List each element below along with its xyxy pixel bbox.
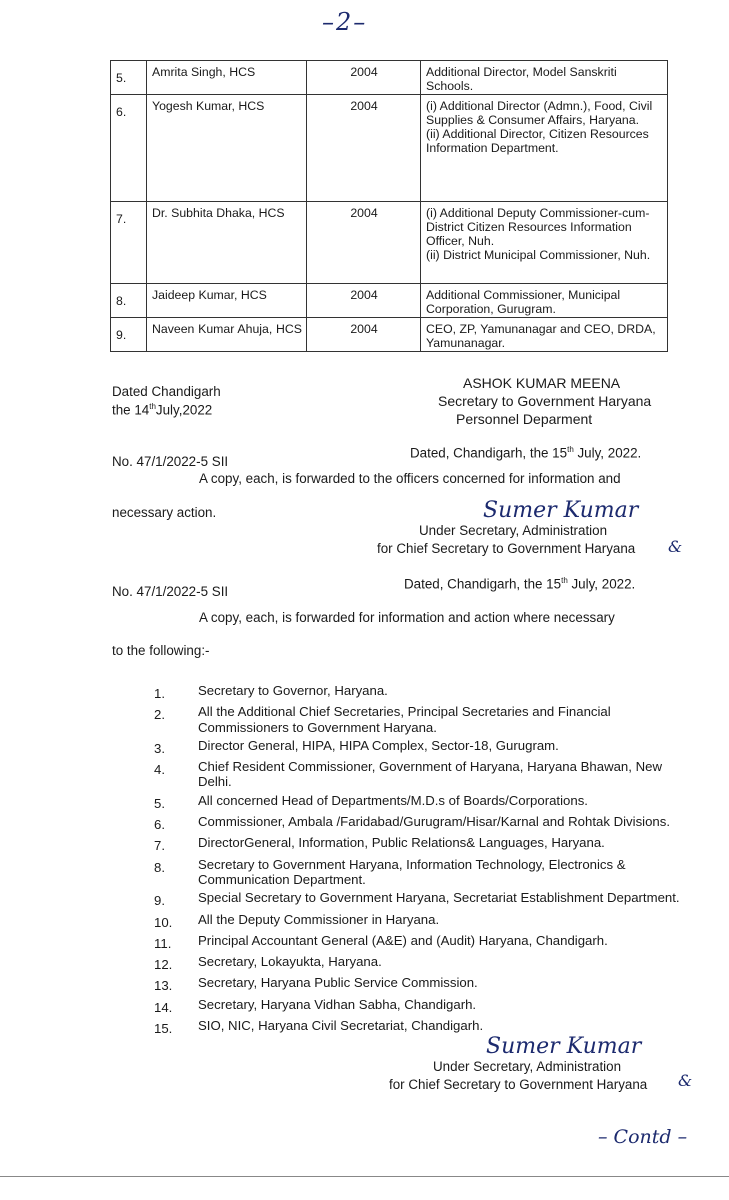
batch-year: 2004 (307, 95, 421, 202)
list-text: Secretary, Haryana Vidhan Sabha, Chandigarh. (198, 996, 477, 1012)
serial-number: 9. (111, 318, 147, 352)
signature: Sumer Kumar (483, 498, 639, 523)
list-item (154, 890, 684, 908)
serial-number: 5. (111, 61, 147, 95)
memo-text: A copy, each, is forwarded for information and action where necessary (199, 610, 615, 625)
table-row (111, 61, 668, 95)
list-number: 3. (154, 740, 165, 756)
signature: Sumer Kumar (486, 1034, 642, 1059)
list-number: 4. (154, 762, 165, 778)
officer-name: Naveen Kumar Ahuja, HCS (147, 318, 307, 352)
sign-title: Under Secretary, Administration (419, 523, 608, 538)
memo-number: No. 47/1/2022-5 SII (112, 584, 229, 599)
memo-date: Dated, Chandigarh, the 15th July, 2022. (410, 445, 642, 461)
table-row (111, 284, 668, 318)
posting: Additional Director, Model Sanskriti Schools. (421, 61, 668, 95)
officer-name: Yogesh Kumar, HCS (147, 95, 307, 202)
list-item (154, 835, 684, 853)
batch-year: 2004 (307, 284, 421, 318)
posting: CEO, ZP, Yamunanagar and CEO, DRDA, Yamunanagar. (421, 318, 668, 352)
batch-year: 2004 (307, 202, 421, 284)
list-number: 15. (154, 1021, 173, 1037)
list-number: 9. (154, 893, 165, 909)
batch-year: 2004 (307, 61, 421, 95)
signatory-title: Secretary to Government Haryana (438, 393, 652, 409)
posting: (i) Additional Deputy Commissioner-cum-District Citizen Resources Information Officer, Nuh. (ii) District Municipal Commissioner, Nuh. (421, 202, 668, 284)
list-number: 1. (154, 686, 165, 701)
table-row (111, 202, 668, 284)
officer-name: Dr. Subhita Dhaka, HCS (147, 202, 307, 284)
list-text: Director General, HIPA, HIPA Complex, Sector-18, Gurugram. (198, 737, 559, 753)
memo-text: necessary action. (112, 505, 217, 520)
page-divider (0, 1176, 729, 1177)
posting: (i) Additional Director (Admn.), Food, Civil Supplies & Consumer Affairs, Haryana. (ii) Additional Director, Citizen Resources Information Department. (421, 95, 668, 202)
dated-place: Dated Chandigarh (112, 384, 221, 399)
batch-year: 2004 (307, 318, 421, 352)
list-item (154, 857, 684, 888)
officer-name: Jaideep Kumar, HCS (147, 284, 307, 318)
table-row (111, 95, 668, 202)
list-text: All the Additional Chief Secretaries, Principal Secretaries and Financial Commissioners to Government Haryana. (198, 704, 611, 735)
memo-text: to the following:- (112, 643, 210, 658)
list-number: 8. (154, 859, 165, 875)
page-number: –2– (322, 8, 368, 36)
sign-title: Under Secretary, Administration (433, 1059, 622, 1074)
list-item (154, 759, 684, 790)
initials-mark: & (668, 537, 683, 556)
officer-name: Amrita Singh, HCS (147, 61, 307, 95)
list-item (154, 683, 684, 701)
list-text: Secretary to Government Haryana, Information Technology, Electronics & Communication Department. (198, 856, 626, 887)
list-text: Chief Resident Commissioner, Government of Haryana, Haryana Bhawan, New Delhi. (198, 759, 662, 790)
list-item (154, 793, 684, 811)
list-item (154, 738, 684, 756)
list-number: 2. (154, 707, 165, 723)
dated-date: the 14thJuly,2022 (112, 402, 213, 418)
signatory-name: ASHOK KUMAR MEENA (463, 375, 621, 391)
serial-number: 6. (111, 95, 147, 202)
officers-table (110, 60, 668, 352)
list-text: Secretary to Governor, Haryana. (198, 683, 388, 698)
list-item (154, 814, 684, 832)
list-number: 5. (154, 795, 165, 811)
distribution-list (154, 683, 684, 1039)
posting: Additional Commissioner, Municipal Corporation, Gurugram. (421, 284, 668, 318)
continued-note: – Contd – (598, 1126, 688, 1148)
memo-text: A copy, each, is forwarded to the officers concerned for information and (199, 471, 621, 486)
serial-number: 7. (111, 202, 147, 284)
list-number: 13. (154, 978, 173, 994)
list-number: 12. (154, 957, 173, 973)
list-text: All the Deputy Commissioner in Haryana. (198, 911, 440, 927)
signatory-department: Personnel Deparment (456, 411, 593, 427)
list-number: 11. (154, 935, 172, 951)
memo-date: Dated, Chandigarh, the 15th July, 2022. (404, 576, 636, 592)
list-number: 14. (154, 999, 173, 1015)
list-number: 10. (154, 914, 173, 930)
memo-number: No. 47/1/2022-5 SII (112, 454, 229, 469)
list-text: Principal Accountant General (A&E) and (Audit) Haryana, Chandigarh. (198, 932, 608, 948)
list-item (154, 954, 684, 972)
table-row (111, 318, 668, 352)
sign-for: for Chief Secretary to Government Haryana (377, 541, 636, 556)
list-number: 7. (154, 838, 165, 854)
list-text: Special Secretary to Government Haryana, Secretariat Establishment Department. (198, 890, 680, 906)
list-number: 6. (154, 817, 165, 833)
list-item (154, 975, 684, 993)
initials-mark: & (678, 1071, 693, 1090)
serial-number: 8. (111, 284, 147, 318)
list-text: DirectorGeneral, Information, Public Relations& Languages, Haryana. (198, 835, 605, 851)
list-item (154, 704, 684, 735)
list-text: All concerned Head of Departments/M.D.s of Boards/Corporations. (198, 792, 588, 808)
list-item (154, 933, 684, 951)
list-item (154, 997, 684, 1015)
list-text: SIO, NIC, Haryana Civil Secretariat, Chandigarh. (198, 1018, 484, 1034)
sign-for: for Chief Secretary to Government Haryana (389, 1077, 648, 1092)
list-item (154, 912, 684, 930)
list-text: Secretary, Haryana Public Service Commission. (198, 975, 478, 991)
list-text: Secretary, Lokayukta, Haryana. (198, 954, 382, 970)
list-text: Commissioner, Ambala /Faridabad/Gurugram/Hisar/Karnal and Rohtak Divisions. (198, 814, 671, 830)
